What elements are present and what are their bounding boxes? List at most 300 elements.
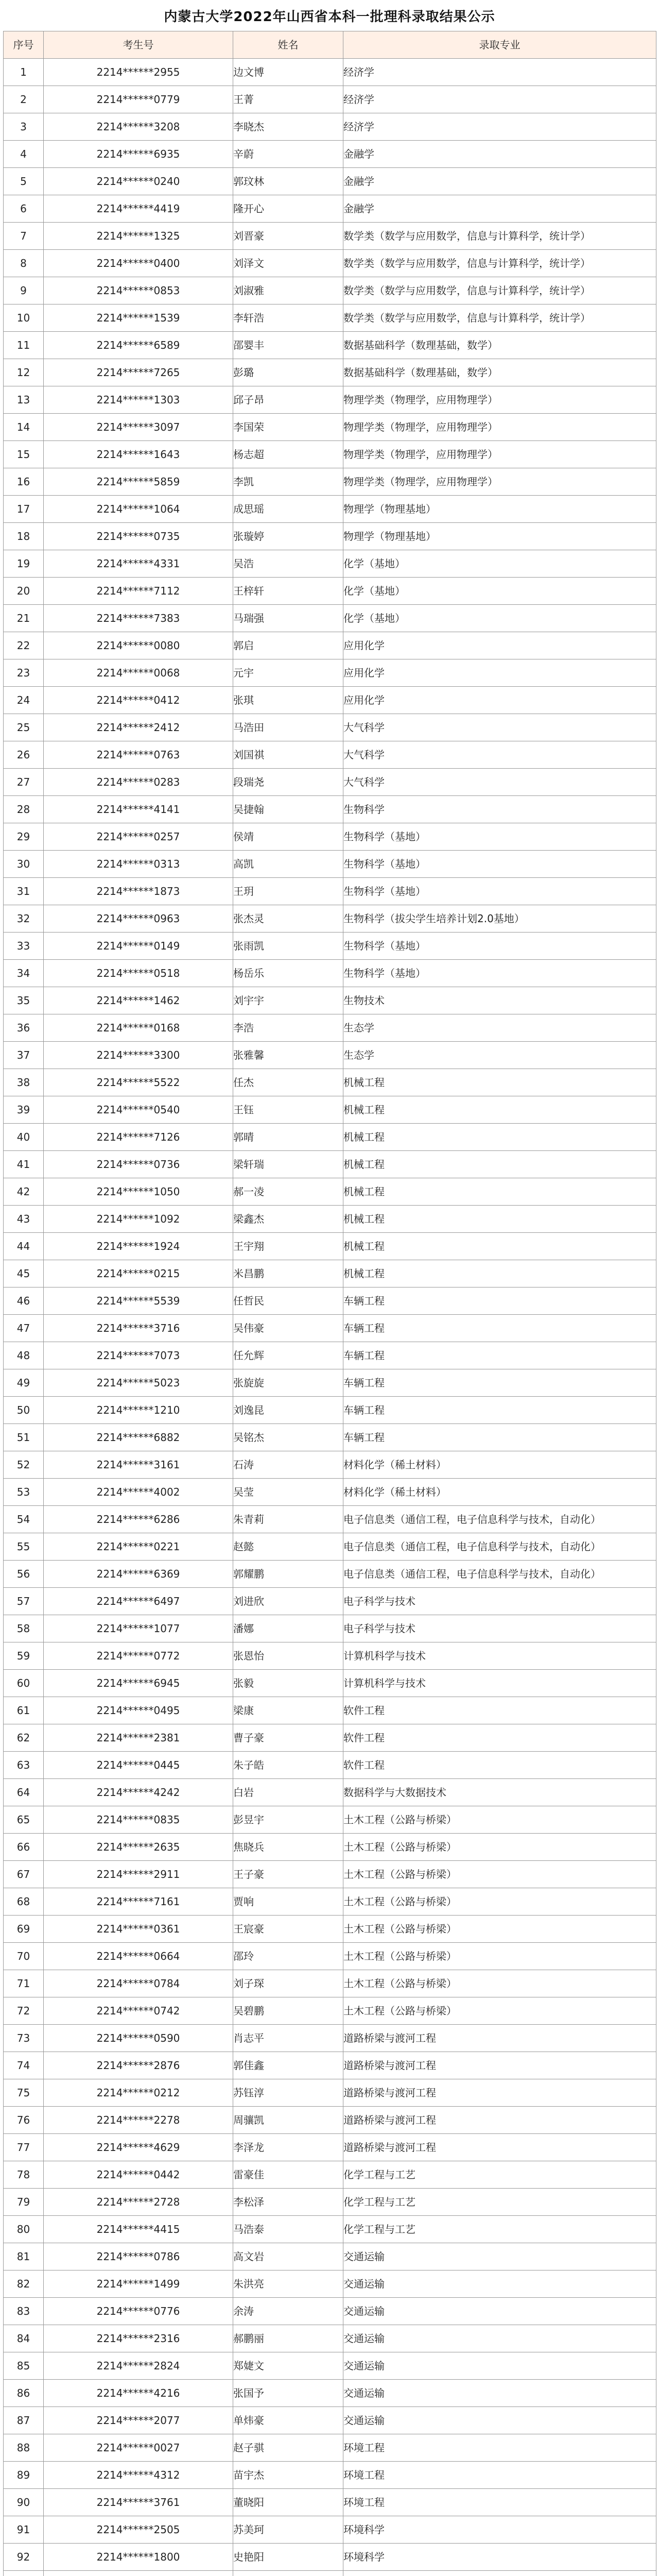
exam-id: 2214******2077 bbox=[44, 2407, 233, 2434]
admitted-major: 机械工程 bbox=[343, 1096, 656, 1124]
student-name: 董晓阳 bbox=[233, 2489, 343, 2516]
exam-id: 2214******5859 bbox=[44, 468, 233, 496]
table-row bbox=[4, 769, 656, 796]
admitted-major: 环境工程 bbox=[343, 2462, 656, 2489]
row-index: 66 bbox=[4, 1834, 44, 1861]
row-index: 25 bbox=[4, 714, 44, 741]
student-name: 张毅 bbox=[233, 1670, 343, 1697]
admitted-major: 经济学 bbox=[343, 86, 656, 113]
admitted-major: 物理学（物理基地） bbox=[343, 496, 656, 523]
row-index: 27 bbox=[4, 769, 44, 796]
student-name: 潘娜 bbox=[233, 1615, 343, 1642]
admitted-major: 机械工程 bbox=[343, 1151, 656, 1178]
exam-id: 2214******0149 bbox=[44, 933, 233, 960]
table-row bbox=[4, 1206, 656, 1233]
student-name: 郝鹏丽 bbox=[233, 2325, 343, 2352]
exam-id: 2214******2911 bbox=[44, 1861, 233, 1888]
admitted-major: 土木工程（公路与桥梁） bbox=[343, 1888, 656, 1916]
admitted-major: 数学类（数学与应用数学，信息与计算科学，统计学） bbox=[343, 277, 656, 304]
exam-id: 2214******6369 bbox=[44, 1561, 233, 1588]
admitted-major: 化学工程与工艺 bbox=[343, 2161, 656, 2189]
admitted-major: 道路桥梁与渡河工程 bbox=[343, 2079, 656, 2107]
student-name: 邱子昂 bbox=[233, 386, 343, 414]
exam-id: 2214******0736 bbox=[44, 1151, 233, 1178]
row-index: 17 bbox=[4, 496, 44, 523]
student-name: 马瑞强 bbox=[233, 605, 343, 632]
table-row bbox=[4, 1287, 656, 1315]
row-index: 57 bbox=[4, 1588, 44, 1615]
admitted-major: 土木工程（公路与桥梁） bbox=[343, 1834, 656, 1861]
student-name: 郝一凌 bbox=[233, 1178, 343, 1206]
row-index: 23 bbox=[4, 659, 44, 687]
admitted-major: 生物科学（基地） bbox=[343, 823, 656, 851]
admitted-major: 机械工程 bbox=[343, 1233, 656, 1260]
row-index: 9 bbox=[4, 277, 44, 304]
exam-id: 2214******0445 bbox=[44, 1752, 233, 1779]
admitted-major: 计算机科学与技术 bbox=[343, 1670, 656, 1697]
student-name: 任允辉 bbox=[233, 1342, 343, 1369]
table-row bbox=[4, 86, 656, 113]
row-index: 84 bbox=[4, 2325, 44, 2352]
admitted-major: 软件工程 bbox=[343, 1697, 656, 1724]
row-index: 58 bbox=[4, 1615, 44, 1642]
exam-id: 2214******1064 bbox=[44, 496, 233, 523]
row-index: 37 bbox=[4, 1042, 44, 1069]
exam-id: 2214******7265 bbox=[44, 359, 233, 386]
admitted-major: 生物科学（基地） bbox=[343, 960, 656, 987]
row-index: 11 bbox=[4, 332, 44, 359]
student-name: 王钰 bbox=[233, 1096, 343, 1124]
table-row bbox=[4, 2134, 656, 2161]
student-name: 边文博 bbox=[233, 59, 343, 86]
admitted-major: 物理学类（物理学，应用物理学） bbox=[343, 414, 656, 441]
row-index: 36 bbox=[4, 1014, 44, 1042]
exam-id: 2214******1924 bbox=[44, 1233, 233, 1260]
admitted-major: 交通运输 bbox=[343, 2243, 656, 2270]
table-row bbox=[4, 2352, 656, 2380]
exam-id: 2214******1873 bbox=[44, 878, 233, 905]
exam-id: 2214******0835 bbox=[44, 1806, 233, 1834]
row-index: 31 bbox=[4, 878, 44, 905]
row-index: 14 bbox=[4, 414, 44, 441]
admitted-major: 化学（基地） bbox=[343, 550, 656, 578]
exam-id: 2214******4141 bbox=[44, 796, 233, 823]
row-index: 91 bbox=[4, 2516, 44, 2544]
student-name: 张琪 bbox=[233, 687, 343, 714]
table-row bbox=[4, 2079, 656, 2107]
table-row bbox=[4, 59, 656, 86]
student-name: 李浩 bbox=[233, 1014, 343, 1042]
table-row bbox=[4, 851, 656, 878]
admitted-major: 软件工程 bbox=[343, 1752, 656, 1779]
table-row bbox=[4, 905, 656, 933]
table-row bbox=[4, 1233, 656, 1260]
student-name: 李松泽 bbox=[233, 2189, 343, 2216]
row-index: 90 bbox=[4, 2489, 44, 2516]
exam-id: 2214******0772 bbox=[44, 1642, 233, 1670]
student-name: 赵子骐 bbox=[233, 2434, 343, 2462]
admitted-major: 经济学 bbox=[343, 113, 656, 141]
admitted-major: 生物科学 bbox=[343, 796, 656, 823]
admitted-major: 车辆工程 bbox=[343, 1342, 656, 1369]
admitted-major: 土木工程（公路与桥梁） bbox=[343, 1861, 656, 1888]
table-row bbox=[4, 2025, 656, 2052]
table-row bbox=[4, 332, 656, 359]
table-row bbox=[4, 168, 656, 195]
row-index: 72 bbox=[4, 1997, 44, 2025]
exam-id: 2214******7073 bbox=[44, 1342, 233, 1369]
student-name: 彭昱宇 bbox=[233, 1806, 343, 1834]
table-row bbox=[4, 1561, 656, 1588]
table-row bbox=[4, 496, 656, 523]
exam-id: 2214******6945 bbox=[44, 1670, 233, 1697]
exam-id: 2214******0283 bbox=[44, 769, 233, 796]
admitted-major: 电子信息类（通信工程，电子信息科学与技术，自动化） bbox=[343, 1506, 656, 1533]
student-name: 王宸豪 bbox=[233, 1916, 343, 1943]
row-index: 73 bbox=[4, 2025, 44, 2052]
admitted-major: 环境科学 bbox=[343, 2516, 656, 2544]
table-row bbox=[4, 2489, 656, 2516]
table-row bbox=[4, 2407, 656, 2434]
exam-id: 2214******0313 bbox=[44, 851, 233, 878]
student-name: 元宇 bbox=[233, 659, 343, 687]
student-name: 李凯 bbox=[233, 468, 343, 496]
student-name: 邵婴丰 bbox=[233, 332, 343, 359]
table-row bbox=[4, 2571, 656, 2576]
exam-id: 2214******1800 bbox=[44, 2544, 233, 2571]
row-index: 59 bbox=[4, 1642, 44, 1670]
row-index: 26 bbox=[4, 741, 44, 769]
admitted-major: 车辆工程 bbox=[343, 1369, 656, 1397]
exam-id: 2214******4629 bbox=[44, 2134, 233, 2161]
exam-id: 2214******5522 bbox=[44, 1069, 233, 1096]
student-name: 王子豪 bbox=[233, 1861, 343, 1888]
row-index: 32 bbox=[4, 905, 44, 933]
table-row bbox=[4, 1916, 656, 1943]
row-index: 71 bbox=[4, 1970, 44, 1997]
table-row bbox=[4, 1861, 656, 1888]
admitted-major: 软件工程 bbox=[343, 1724, 656, 1752]
row-index: 49 bbox=[4, 1369, 44, 1397]
admitted-major: 生态学 bbox=[343, 1014, 656, 1042]
exam-id: 2214******3761 bbox=[44, 2489, 233, 2516]
row-index: 24 bbox=[4, 687, 44, 714]
student-name: 史艳阳 bbox=[233, 2544, 343, 2571]
row-index: 12 bbox=[4, 359, 44, 386]
table-row bbox=[4, 2243, 656, 2270]
exam-id: 2214******1050 bbox=[44, 1178, 233, 1206]
table-header-row bbox=[4, 31, 656, 59]
table-row bbox=[4, 223, 656, 250]
admitted-major: 机械工程 bbox=[343, 1069, 656, 1096]
student-name: 邵玲 bbox=[233, 1943, 343, 1970]
table-row bbox=[4, 1724, 656, 1752]
row-index: 21 bbox=[4, 605, 44, 632]
row-index bbox=[4, 2571, 44, 2576]
table-row bbox=[4, 1069, 656, 1096]
table-row bbox=[4, 1834, 656, 1861]
exam-id: 2214******1303 bbox=[44, 386, 233, 414]
row-index: 42 bbox=[4, 1178, 44, 1206]
row-index: 64 bbox=[4, 1779, 44, 1806]
student-name: 郭耀鹏 bbox=[233, 1561, 343, 1588]
table-row bbox=[4, 1479, 656, 1506]
student-name: 隆开心 bbox=[233, 195, 343, 223]
table-row bbox=[4, 1424, 656, 1451]
row-index: 35 bbox=[4, 987, 44, 1014]
exam-id: 2214******6935 bbox=[44, 141, 233, 168]
row-index: 68 bbox=[4, 1888, 44, 1916]
table-row bbox=[4, 741, 656, 769]
student-name: 吴碧鹏 bbox=[233, 1997, 343, 2025]
table-row bbox=[4, 1506, 656, 1533]
exam-id: 2214******0221 bbox=[44, 1533, 233, 1561]
table-row bbox=[4, 2325, 656, 2352]
admitted-major: 机械工程 bbox=[343, 1178, 656, 1206]
exam-id: 2214******0080 bbox=[44, 632, 233, 659]
row-index: 89 bbox=[4, 2462, 44, 2489]
admitted-major: 车辆工程 bbox=[343, 1424, 656, 1451]
admitted-major: 金融学 bbox=[343, 168, 656, 195]
table-row bbox=[4, 714, 656, 741]
admitted-major: 生物科学（拔尖学生培养计划2.0基地） bbox=[343, 905, 656, 933]
row-index: 52 bbox=[4, 1451, 44, 1479]
table-row bbox=[4, 113, 656, 141]
admitted-major: 数学类（数学与应用数学，信息与计算科学，统计学） bbox=[343, 250, 656, 277]
table-row bbox=[4, 1670, 656, 1697]
student-name: 任哲民 bbox=[233, 1287, 343, 1315]
table-row bbox=[4, 1260, 656, 1287]
table-row bbox=[4, 2270, 656, 2298]
row-index: 53 bbox=[4, 1479, 44, 1506]
admitted-major: 电子信息类（通信工程，电子信息科学与技术，自动化） bbox=[343, 1561, 656, 1588]
student-name: 郭晴 bbox=[233, 1124, 343, 1151]
exam-id: 2214******6497 bbox=[44, 1588, 233, 1615]
exam-id: 2214******0400 bbox=[44, 250, 233, 277]
student-name: 朱青莉 bbox=[233, 1506, 343, 1533]
row-index: 18 bbox=[4, 523, 44, 550]
exam-id: 2214******2412 bbox=[44, 714, 233, 741]
admitted-major: 化学（基地） bbox=[343, 605, 656, 632]
row-index: 92 bbox=[4, 2544, 44, 2571]
row-index: 33 bbox=[4, 933, 44, 960]
exam-id: 2214******0786 bbox=[44, 2243, 233, 2270]
student-name: 米昌鹏 bbox=[233, 1260, 343, 1287]
table-row bbox=[4, 2161, 656, 2189]
student-name: 苏美珂 bbox=[233, 2516, 343, 2544]
student-name: 吴浩 bbox=[233, 550, 343, 578]
table-row bbox=[4, 195, 656, 223]
admitted-major: 车辆工程 bbox=[343, 1397, 656, 1424]
table-row bbox=[4, 1178, 656, 1206]
table-row bbox=[4, 823, 656, 851]
exam-id: 2214******0784 bbox=[44, 1970, 233, 1997]
student-name: 杨岳乐 bbox=[233, 960, 343, 987]
table-row bbox=[4, 550, 656, 578]
admitted-major: 物理学类（物理学，应用物理学） bbox=[343, 386, 656, 414]
row-index: 34 bbox=[4, 960, 44, 987]
table-row bbox=[4, 659, 656, 687]
exam-id: 2214******3161 bbox=[44, 1451, 233, 1479]
admitted-major: 应用化学 bbox=[343, 659, 656, 687]
row-index: 82 bbox=[4, 2270, 44, 2298]
row-index: 16 bbox=[4, 468, 44, 496]
table-row bbox=[4, 632, 656, 659]
admitted-major: 数学类（数学与应用数学，信息与计算科学，统计学） bbox=[343, 223, 656, 250]
row-index: 85 bbox=[4, 2352, 44, 2380]
table-row bbox=[4, 2544, 656, 2571]
exam-id: 2214******0215 bbox=[44, 1260, 233, 1287]
table-row bbox=[4, 1369, 656, 1397]
row-index: 77 bbox=[4, 2134, 44, 2161]
table-row bbox=[4, 1752, 656, 1779]
exam-id: 2214******0664 bbox=[44, 1943, 233, 1970]
row-index: 67 bbox=[4, 1861, 44, 1888]
admitted-major: 数据基础科学（数理基础，数学） bbox=[343, 332, 656, 359]
row-index: 70 bbox=[4, 1943, 44, 1970]
student-name: 朱洪亮 bbox=[233, 2270, 343, 2298]
student-name: 王梓轩 bbox=[233, 578, 343, 605]
row-index: 13 bbox=[4, 386, 44, 414]
exam-id: 2214******2635 bbox=[44, 1834, 233, 1861]
admitted-major: 交通运输 bbox=[343, 2298, 656, 2325]
row-index: 80 bbox=[4, 2216, 44, 2243]
row-index: 41 bbox=[4, 1151, 44, 1178]
student-name: 张璇婷 bbox=[233, 523, 343, 550]
exam-id: 2214******0518 bbox=[44, 960, 233, 987]
table-row bbox=[4, 1397, 656, 1424]
table-row bbox=[4, 1806, 656, 1834]
admitted-major: 生物科学（基地） bbox=[343, 933, 656, 960]
admitted-major: 物理学类（物理学，应用物理学） bbox=[343, 441, 656, 468]
student-name: 张雅馨 bbox=[233, 1042, 343, 1069]
row-index: 43 bbox=[4, 1206, 44, 1233]
table-row bbox=[4, 1533, 656, 1561]
exam-id: 2214******2876 bbox=[44, 2052, 233, 2079]
student-name: 李轩浩 bbox=[233, 304, 343, 332]
table-row bbox=[4, 1151, 656, 1178]
exam-id: 2214******1325 bbox=[44, 223, 233, 250]
table-row bbox=[4, 2052, 656, 2079]
student-name: 白岩 bbox=[233, 1779, 343, 1806]
header-student-name: 姓名 bbox=[233, 31, 343, 59]
admitted-major: 电子科学与技术 bbox=[343, 1588, 656, 1615]
table-row bbox=[4, 987, 656, 1014]
row-index: 39 bbox=[4, 1096, 44, 1124]
table-row bbox=[4, 796, 656, 823]
exam-id: 2214******0735 bbox=[44, 523, 233, 550]
admitted-major: 交通运输 bbox=[343, 2270, 656, 2298]
row-index: 28 bbox=[4, 796, 44, 823]
exam-id: 2214******0168 bbox=[44, 1014, 233, 1042]
admitted-major: 物理学（物理基地） bbox=[343, 523, 656, 550]
student-name: 李国荣 bbox=[233, 414, 343, 441]
admitted-major: 金融学 bbox=[343, 141, 656, 168]
exam-id: 2214******0779 bbox=[44, 86, 233, 113]
exam-id: 2214******4419 bbox=[44, 195, 233, 223]
admitted-major: 化学工程与工艺 bbox=[343, 2216, 656, 2243]
row-index: 47 bbox=[4, 1315, 44, 1342]
admitted-major: 机械工程 bbox=[343, 1206, 656, 1233]
exam-id: 2214******0361 bbox=[44, 1916, 233, 1943]
admitted-major: 大气科学 bbox=[343, 769, 656, 796]
table-row bbox=[4, 1943, 656, 1970]
header-major: 录取专业 bbox=[343, 31, 656, 59]
student-name: 王宇翔 bbox=[233, 1233, 343, 1260]
admission-table bbox=[3, 31, 656, 2576]
admitted-major: 机械工程 bbox=[343, 1260, 656, 1287]
table-row bbox=[4, 1451, 656, 1479]
row-index: 86 bbox=[4, 2380, 44, 2407]
table-row bbox=[4, 141, 656, 168]
row-index: 54 bbox=[4, 1506, 44, 1533]
student-name: 余涛 bbox=[233, 2298, 343, 2325]
admitted-major: 数据科学与大数据技术 bbox=[343, 1779, 656, 1806]
row-index: 83 bbox=[4, 2298, 44, 2325]
table-row bbox=[4, 2107, 656, 2134]
exam-id: 2214******0027 bbox=[44, 2434, 233, 2462]
table-row bbox=[4, 1042, 656, 1069]
exam-id: 2214******7126 bbox=[44, 1124, 233, 1151]
student-name: 焦晓兵 bbox=[233, 1834, 343, 1861]
table-row bbox=[4, 687, 656, 714]
row-index: 87 bbox=[4, 2407, 44, 2434]
row-index: 38 bbox=[4, 1069, 44, 1096]
table-row bbox=[4, 304, 656, 332]
admitted-major: 金融学 bbox=[343, 195, 656, 223]
row-index: 3 bbox=[4, 113, 44, 141]
row-index: 29 bbox=[4, 823, 44, 851]
table-row bbox=[4, 960, 656, 987]
table-row bbox=[4, 386, 656, 414]
row-index: 76 bbox=[4, 2107, 44, 2134]
row-index: 8 bbox=[4, 250, 44, 277]
student-name: 刘逸昆 bbox=[233, 1397, 343, 1424]
admitted-major: 化学工程与工艺 bbox=[343, 2189, 656, 2216]
row-index: 30 bbox=[4, 851, 44, 878]
row-index: 88 bbox=[4, 2434, 44, 2462]
table-row bbox=[4, 2298, 656, 2325]
student-name: 张旋旋 bbox=[233, 1369, 343, 1397]
admitted-major: 数学类（数学与应用数学，信息与计算科学，统计学） bbox=[343, 304, 656, 332]
table-row bbox=[4, 1342, 656, 1369]
row-index: 75 bbox=[4, 2079, 44, 2107]
admitted-major: 材料化学（稀土材料） bbox=[343, 1479, 656, 1506]
student-name: 梁康 bbox=[233, 1697, 343, 1724]
student-name: 彭璐 bbox=[233, 359, 343, 386]
student-name: 梁轩瑞 bbox=[233, 1151, 343, 1178]
row-index: 79 bbox=[4, 2189, 44, 2216]
exam-id: 2214******0412 bbox=[44, 687, 233, 714]
table-row bbox=[4, 933, 656, 960]
student-name: 吴伟豪 bbox=[233, 1315, 343, 1342]
student-name: 吴捷翰 bbox=[233, 796, 343, 823]
admitted-major: 生物科学（基地） bbox=[343, 851, 656, 878]
student-name: 张国予 bbox=[233, 2380, 343, 2407]
student-name: 李晓杰 bbox=[233, 113, 343, 141]
exam-id: 2214******2955 bbox=[44, 59, 233, 86]
exam-id: 2214******6589 bbox=[44, 332, 233, 359]
table-row bbox=[4, 2516, 656, 2544]
row-index: 51 bbox=[4, 1424, 44, 1451]
exam-id: 2214******2824 bbox=[44, 2352, 233, 2380]
admitted-major: 机械工程 bbox=[343, 1124, 656, 1151]
admitted-major: 数据基础科学（数理基础，数学） bbox=[343, 359, 656, 386]
student-name: 王玥 bbox=[233, 878, 343, 905]
student-name bbox=[233, 2571, 343, 2576]
admitted-major: 道路桥梁与渡河工程 bbox=[343, 2134, 656, 2161]
exam-id: 2214******2316 bbox=[44, 2325, 233, 2352]
